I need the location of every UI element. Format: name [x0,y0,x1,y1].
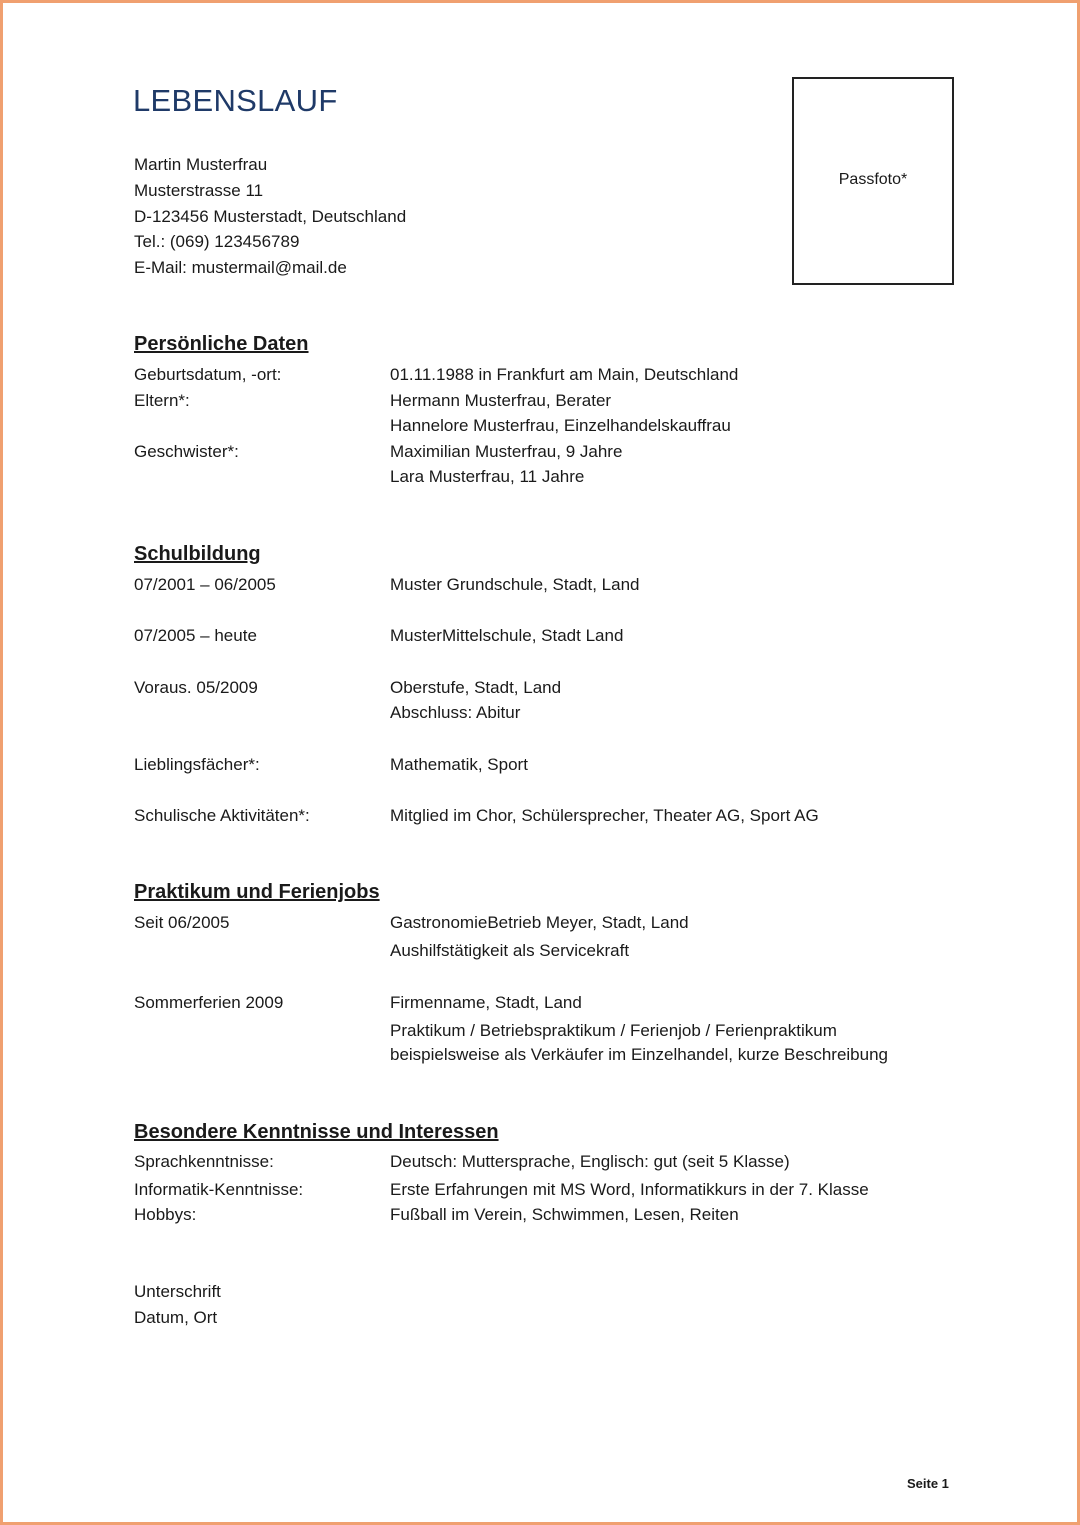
section-heading-jobs: Praktikum und Ferienjobs [134,881,380,903]
school-label-1: 07/2001 – 06/2005 [134,575,276,594]
school-value-2: MusterMittelschule, Stadt Land [390,626,624,645]
personal-label-parents: Eltern*: [134,391,190,410]
skills-value-languages: Deutsch: Muttersprache, Englisch: gut (seit 5 Klasse) [390,1152,790,1171]
personal-value-mother: Hannelore Musterfrau, Einzelhandelskauffrau [390,416,731,435]
personal-value-sibling-2: Lara Musterfrau, 11 Jahre [390,467,585,486]
jobs-value-1a: GastronomieBetrieb Meyer, Stadt, Land [390,913,689,932]
passport-photo-label: Passfoto* [838,171,908,188]
contact-block [134,152,406,281]
signature-label: Unterschrift [134,1282,221,1301]
jobs-value-1b: Aushilfstätigkeit als Servicekraft [390,941,630,960]
contact-street: Musterstrasse 11 [134,180,264,200]
contact-name: Martin Musterfrau [134,155,268,174]
school-label-2: 07/2005 – heute [134,626,257,645]
school-value-4: Mathematik, Sport [390,755,528,774]
page-number: Seite 1 [907,1476,949,1491]
school-label-5: Schulische Aktivitäten*: [134,806,310,825]
jobs-value-2a: Firmenname, Stadt, Land [390,993,582,1012]
school-value-3a: Oberstufe, Stadt, Land [390,678,562,697]
section-heading-school: Schulbildung [134,543,261,565]
contact-email: E-Mail: mustermail@mail.de [134,258,347,278]
school-value-5: Mitglied im Chor, Schülersprecher, Theater AG, Sport AG [390,806,819,825]
contact-city: D-123456 Musterstadt, Deutschland [134,206,407,226]
contact-phone: Tel.: (069) 123456789 [134,232,300,252]
section-heading-skills: Besondere Kenntnisse und Interessen [134,1121,499,1143]
document-title: LEBENSLAUF [133,83,338,118]
jobs-label-2: Sommerferien 2009 [134,993,284,1012]
jobs-value-2c: beispielsweise als Verkäufer im Einzelhandel, kurze Beschreibung [390,1045,888,1064]
school-label-4: Lieblingsfächer*: [134,755,260,774]
jobs-value-2b: Praktikum / Betriebspraktikum / Ferienjob / Ferienpraktikum [390,1021,837,1040]
passport-photo-box [792,77,954,285]
school-label-3: Voraus. 05/2009 [134,678,258,697]
skills-label-languages: Sprachkenntnisse: [134,1152,274,1171]
personal-value-father: Hermann Musterfrau, Berater [390,391,612,410]
section-heading-personal: Persönliche Daten [134,333,309,355]
jobs-label-1: Seit 06/2005 [134,913,230,932]
school-value-3b: Abschluss: Abitur [390,703,521,722]
date-place-label: Datum, Ort [134,1308,218,1327]
skills-value-hobbies: Fußball im Verein, Schwimmen, Lesen, Reiten [390,1205,739,1224]
personal-label-birth: Geburtsdatum, -ort: [134,365,282,384]
skills-value-it: Erste Erfahrungen mit MS Word, Informatikkurs in der 7. Klasse [390,1180,869,1199]
personal-label-siblings: Geschwister*: [134,442,239,461]
skills-label-hobbies: Hobbys: [134,1205,197,1224]
school-value-1: Muster Grundschule, Stadt, Land [390,575,640,594]
personal-value-birth: 01.11.1988 in Frankfurt am Main, Deutschland [390,365,739,384]
personal-value-sibling-1: Maximilian Musterfrau, 9 Jahre [390,442,623,461]
skills-label-it: Informatik-Kenntnisse: [134,1180,304,1199]
